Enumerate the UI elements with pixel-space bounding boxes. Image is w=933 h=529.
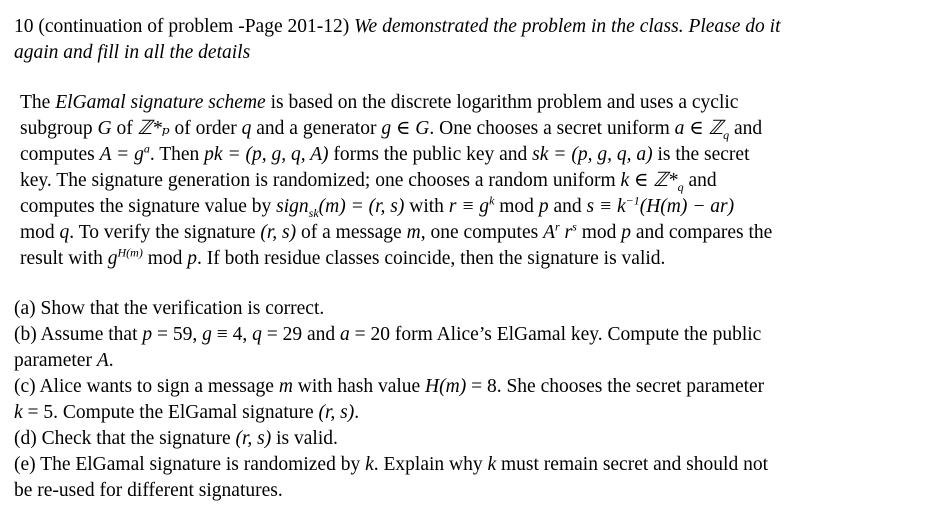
math-sup: k [489,193,495,208]
header-line-2: again and fill in all the details [14,42,251,63]
text: forms the public key and [328,144,533,165]
text: and compares the [630,222,773,243]
text: . Explain why [373,454,488,475]
text: . Then [149,144,205,165]
text: of [111,118,138,139]
text: subgroup [20,118,98,139]
part-e-line-1 [14,452,919,478]
text: and [548,196,587,217]
text: (e) The ElGamal signature is randomized by [14,454,366,475]
text: with [404,196,449,217]
math: A [96,350,109,371]
text: . To verify the signature [69,222,261,243]
math: sign [276,196,309,217]
text: = 20 form Alice’s ElGamal key. Compute the public [349,324,762,345]
intro-line-6 [14,220,919,246]
text: key. The signature generation is randomized; one chooses a random uniform [20,170,621,191]
text: = 59, [152,324,203,345]
text: mod [20,222,60,243]
text: and [683,170,717,191]
part-e-line-2: be re-used for different signatures. [14,480,283,501]
math: A [543,222,555,243]
math: k [365,454,374,475]
math: p [621,222,631,243]
math: pk = (p, g, q, A) [204,144,329,165]
math-sub: q [723,127,730,142]
problem-intro [14,90,919,272]
text: . One chooses a secret uniform [429,118,675,139]
math: k ∈ ℤ* [620,170,678,191]
text: The [20,92,56,113]
text: computes the signature value by [20,196,277,217]
math: q [252,324,262,345]
text: = 5. Compute the ElGamal signature [22,402,319,423]
text: , one computes [420,222,544,243]
text: must remain secret and should not [496,454,768,475]
math: A = g [99,144,144,165]
text: of a message [296,222,407,243]
math: (r, s) [235,428,272,449]
math-sub: sk [308,205,319,220]
math: a [340,324,350,345]
math: r [559,222,573,243]
text: mod [142,248,188,269]
part-b-line-1 [14,322,919,348]
text: ≡ 4, [211,324,253,345]
text: . [108,350,114,371]
text: result with [20,248,108,269]
text: and [729,118,763,139]
math: k [487,454,497,475]
text: = 8. She chooses the secret parameter [466,376,765,397]
math: a ∈ ℤ [674,118,724,139]
math: (r, s) [260,222,297,243]
math: p [187,248,197,269]
math: p [142,324,153,345]
math: m [278,376,293,397]
text: (d) Check that the signature [14,428,236,449]
intro-line-4 [14,168,919,194]
math: G [97,118,112,139]
math: q [241,118,252,139]
math: r ≡ g [448,196,490,217]
intro-line-1 [14,90,919,116]
math-sup: H(m) [117,245,143,260]
text: is the secret [652,144,750,165]
math: g ∈ G [381,118,430,139]
intro-line-3 [14,142,919,168]
text: (b) Assume that [14,324,143,345]
text: and a generator [251,118,382,139]
text: . If both residue classes coincide, then the signature is valid. [197,248,666,269]
math: ℤ*ₚ [137,118,170,139]
text: is valid. [271,428,338,449]
text: = 29 and [261,324,341,345]
text: parameter [14,350,97,371]
text: . [354,402,360,423]
math: q [59,222,70,243]
problem-header [14,14,919,66]
math-sup: a [143,141,150,156]
intro-line-5 [14,194,919,220]
text: with hash value [292,376,426,397]
math-sub: q [677,179,684,194]
part-a: (a) Show that the verification is correct. [14,298,325,319]
text: mod [494,196,539,217]
text: computes [20,144,100,165]
math-sup: r [555,219,560,234]
math: (r, s) [318,402,355,423]
math: (H(m) − ar) [639,196,735,217]
problem-parts [14,296,919,504]
math-sup: s [572,219,577,234]
math: p [538,196,549,217]
math-sup: −1 [625,193,640,208]
math: H(m) [425,376,467,397]
math: s ≡ k [586,196,626,217]
header-instruction: We demonstrated the problem in the class. Please do it [354,16,781,37]
text: (c) Alice wants to sign a message [14,376,279,397]
part-c-line-2 [14,400,919,426]
header-line-1 [14,14,919,40]
part-b-line-2 [14,348,919,374]
math: m [406,222,421,243]
text: of order [169,118,242,139]
math: g [202,324,212,345]
math: k [14,402,23,423]
header-prefix: 10 (continuation of problem -Page 201-12) [14,16,355,37]
part-d [14,426,919,452]
intro-line-2 [14,116,919,142]
math: g [107,248,118,269]
intro-line-7 [14,246,919,272]
scheme-name: ElGamal signature scheme [55,92,266,113]
math: (m) = (r, s) [318,196,405,217]
part-c-line-1 [14,374,919,400]
math: sk = (p, g, q, a) [532,144,653,165]
text: is based on the discrete logarithm problem and uses a cyclic [265,92,739,113]
text: mod [576,222,622,243]
